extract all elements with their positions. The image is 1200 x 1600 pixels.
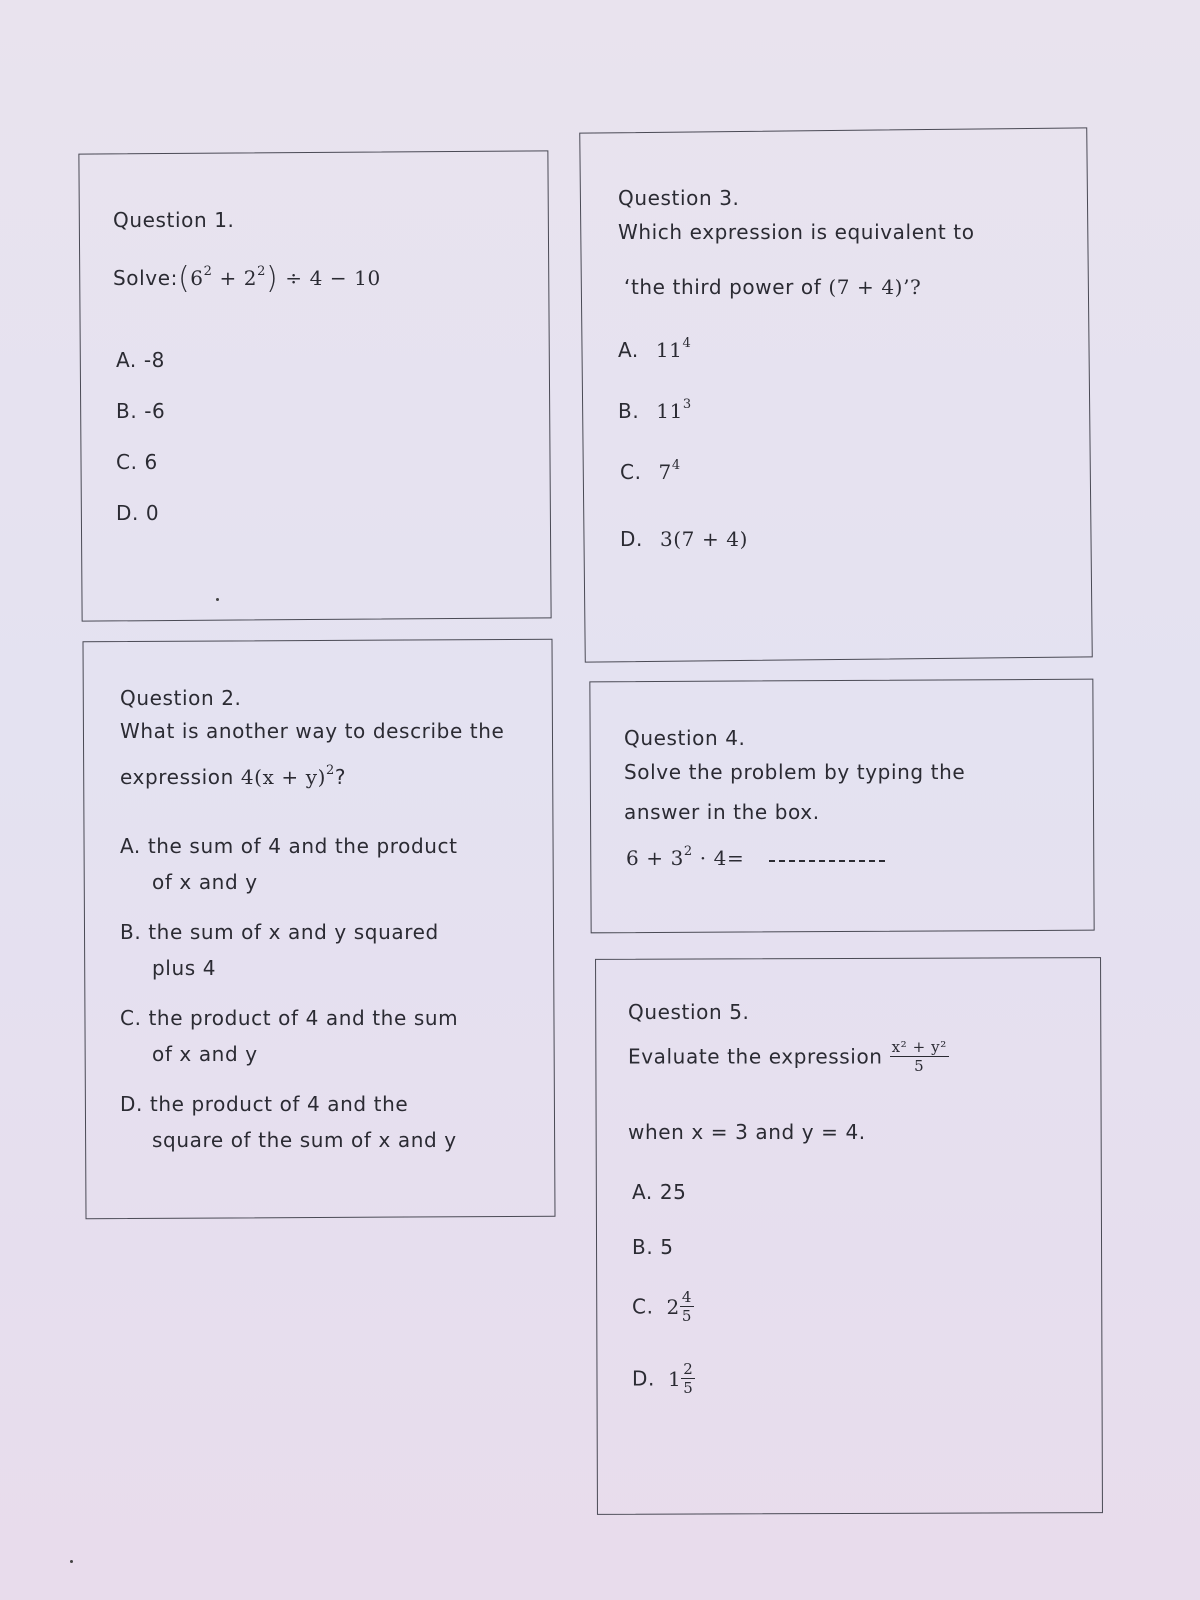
question-2-line2 [120, 765, 346, 789]
q5-option-c-letter: C. [632, 1294, 654, 1319]
q3-option-a[interactable] [618, 338, 691, 362]
expr-base-1: 6 [190, 266, 204, 290]
q3-phrase: ‘the third power of [624, 275, 822, 299]
q3-option-a-base: 11 [655, 338, 683, 362]
q2-option-c-line1[interactable]: C. the product of 4 and the sum [120, 1006, 459, 1030]
q5-option-d-letter: D. [632, 1366, 655, 1391]
q5-option-b-value: 5 [660, 1235, 674, 1259]
q2-option-b-line1[interactable]: B. the sum of x and y squared [120, 920, 439, 944]
q5-option-c-num: 4 [681, 1288, 692, 1306]
paren-close: ) [265, 261, 279, 296]
q3-option-d-expr: 3(7 + 4) [659, 527, 748, 551]
q4-pre: 6 + 3 [626, 846, 684, 870]
question-5-title: Question 5. [628, 1000, 750, 1024]
q5-fraction-denominator: 5 [914, 1057, 925, 1075]
q5-option-b[interactable] [632, 1235, 674, 1259]
answer-box[interactable] [769, 858, 885, 862]
expr-rest: ÷ 4 − 10 [285, 266, 381, 290]
q3-option-a-exp: 4 [682, 336, 692, 351]
question-1-title: Question 1. [113, 208, 235, 232]
q2-expr: 4(x + y) [240, 765, 327, 789]
q3-option-b[interactable] [618, 399, 692, 423]
q2-option-a-line2[interactable]: of x and y [152, 870, 258, 894]
solve-label: Solve: [113, 266, 178, 290]
q5-option-a-value: 25 [659, 1180, 687, 1204]
q3-option-c-exp: 4 [671, 458, 681, 473]
q5-option-d[interactable] [632, 1360, 695, 1397]
expr-exp-1: 2 [203, 264, 213, 279]
question-4-expression [626, 846, 885, 870]
q2-expr-exp: 2 [326, 763, 335, 778]
q1-option-b[interactable]: B. -6 [116, 399, 166, 423]
q5-option-d-num: 2 [683, 1360, 694, 1378]
q2-option-d-line1[interactable]: D. the product of 4 and the [120, 1092, 409, 1116]
q5-option-a[interactable] [632, 1180, 687, 1204]
q5-option-d-den: 5 [683, 1379, 694, 1397]
q1-option-d[interactable]: D. 0 [116, 501, 160, 525]
question-1-expression [113, 258, 381, 296]
q5-fraction-numerator: x² + y² [891, 1038, 947, 1056]
q3-option-d[interactable] [620, 527, 748, 551]
question-3-title: Question 3. [618, 186, 740, 210]
expr-base-2: 2 [243, 266, 258, 290]
q4-exp: 2 [683, 844, 693, 859]
q2-option-a-line1[interactable]: A. the sum of 4 and the product [120, 834, 458, 858]
q1-option-a[interactable]: A. -8 [116, 348, 165, 372]
q5-option-a-letter: A. [632, 1180, 653, 1204]
q3-option-b-exp: 3 [682, 397, 692, 412]
q4-post: · 4= [699, 846, 745, 870]
question-4-line1: Solve the problem by typing the [624, 760, 966, 784]
q3-option-c-base: 7 [658, 460, 672, 484]
question-4-line2: answer in the box. [624, 800, 820, 824]
q5-option-c-fraction [680, 1288, 694, 1325]
q2-option-b-line2[interactable]: plus 4 [152, 956, 217, 980]
question-5-line2: when x = 3 and y = 4. [628, 1120, 866, 1144]
q2-option-c-line2[interactable]: of x and y [152, 1042, 258, 1066]
q5-option-c-whole: 2 [666, 1294, 680, 1319]
stray-mark-2 [70, 1560, 73, 1563]
stray-mark [216, 598, 219, 601]
question-3-line1: Which expression is equivalent to [618, 220, 975, 244]
q3-expr: (7 + 4)’? [828, 275, 922, 299]
q5-option-d-whole: 1 [667, 1366, 682, 1391]
expr-exp-2: 2 [257, 264, 266, 279]
q3-option-d-letter: D. [620, 527, 643, 551]
q1-option-c[interactable]: C. 6 [116, 450, 158, 474]
q5-evaluate-text: Evaluate the expression [628, 1044, 883, 1069]
q2-option-d-line2[interactable]: square of the sum of x and y [152, 1128, 457, 1152]
q3-option-b-base: 11 [656, 399, 683, 423]
q3-option-c-letter: C. [620, 460, 642, 484]
expr-plus: + [219, 266, 237, 290]
question-5-line1 [628, 1038, 949, 1075]
q3-option-c[interactable] [620, 460, 681, 484]
q3-option-b-letter: B. [618, 399, 640, 423]
paren-open: ( [177, 261, 191, 296]
expression-word: expression [120, 765, 234, 789]
question-4-title: Question 4. [624, 726, 746, 750]
q3-option-a-letter: A. [618, 338, 639, 362]
question-2-title: Question 2. [120, 686, 242, 710]
q5-option-d-fraction [681, 1360, 695, 1397]
question-3-line2 [624, 275, 921, 299]
question-2-line1: What is another way to describe the [120, 719, 505, 743]
q5-option-c-den: 5 [681, 1307, 692, 1325]
q5-option-b-letter: B. [632, 1235, 654, 1259]
q2-qmark: ? [334, 765, 347, 789]
q5-fraction [890, 1038, 949, 1075]
q5-option-c[interactable] [632, 1288, 694, 1325]
